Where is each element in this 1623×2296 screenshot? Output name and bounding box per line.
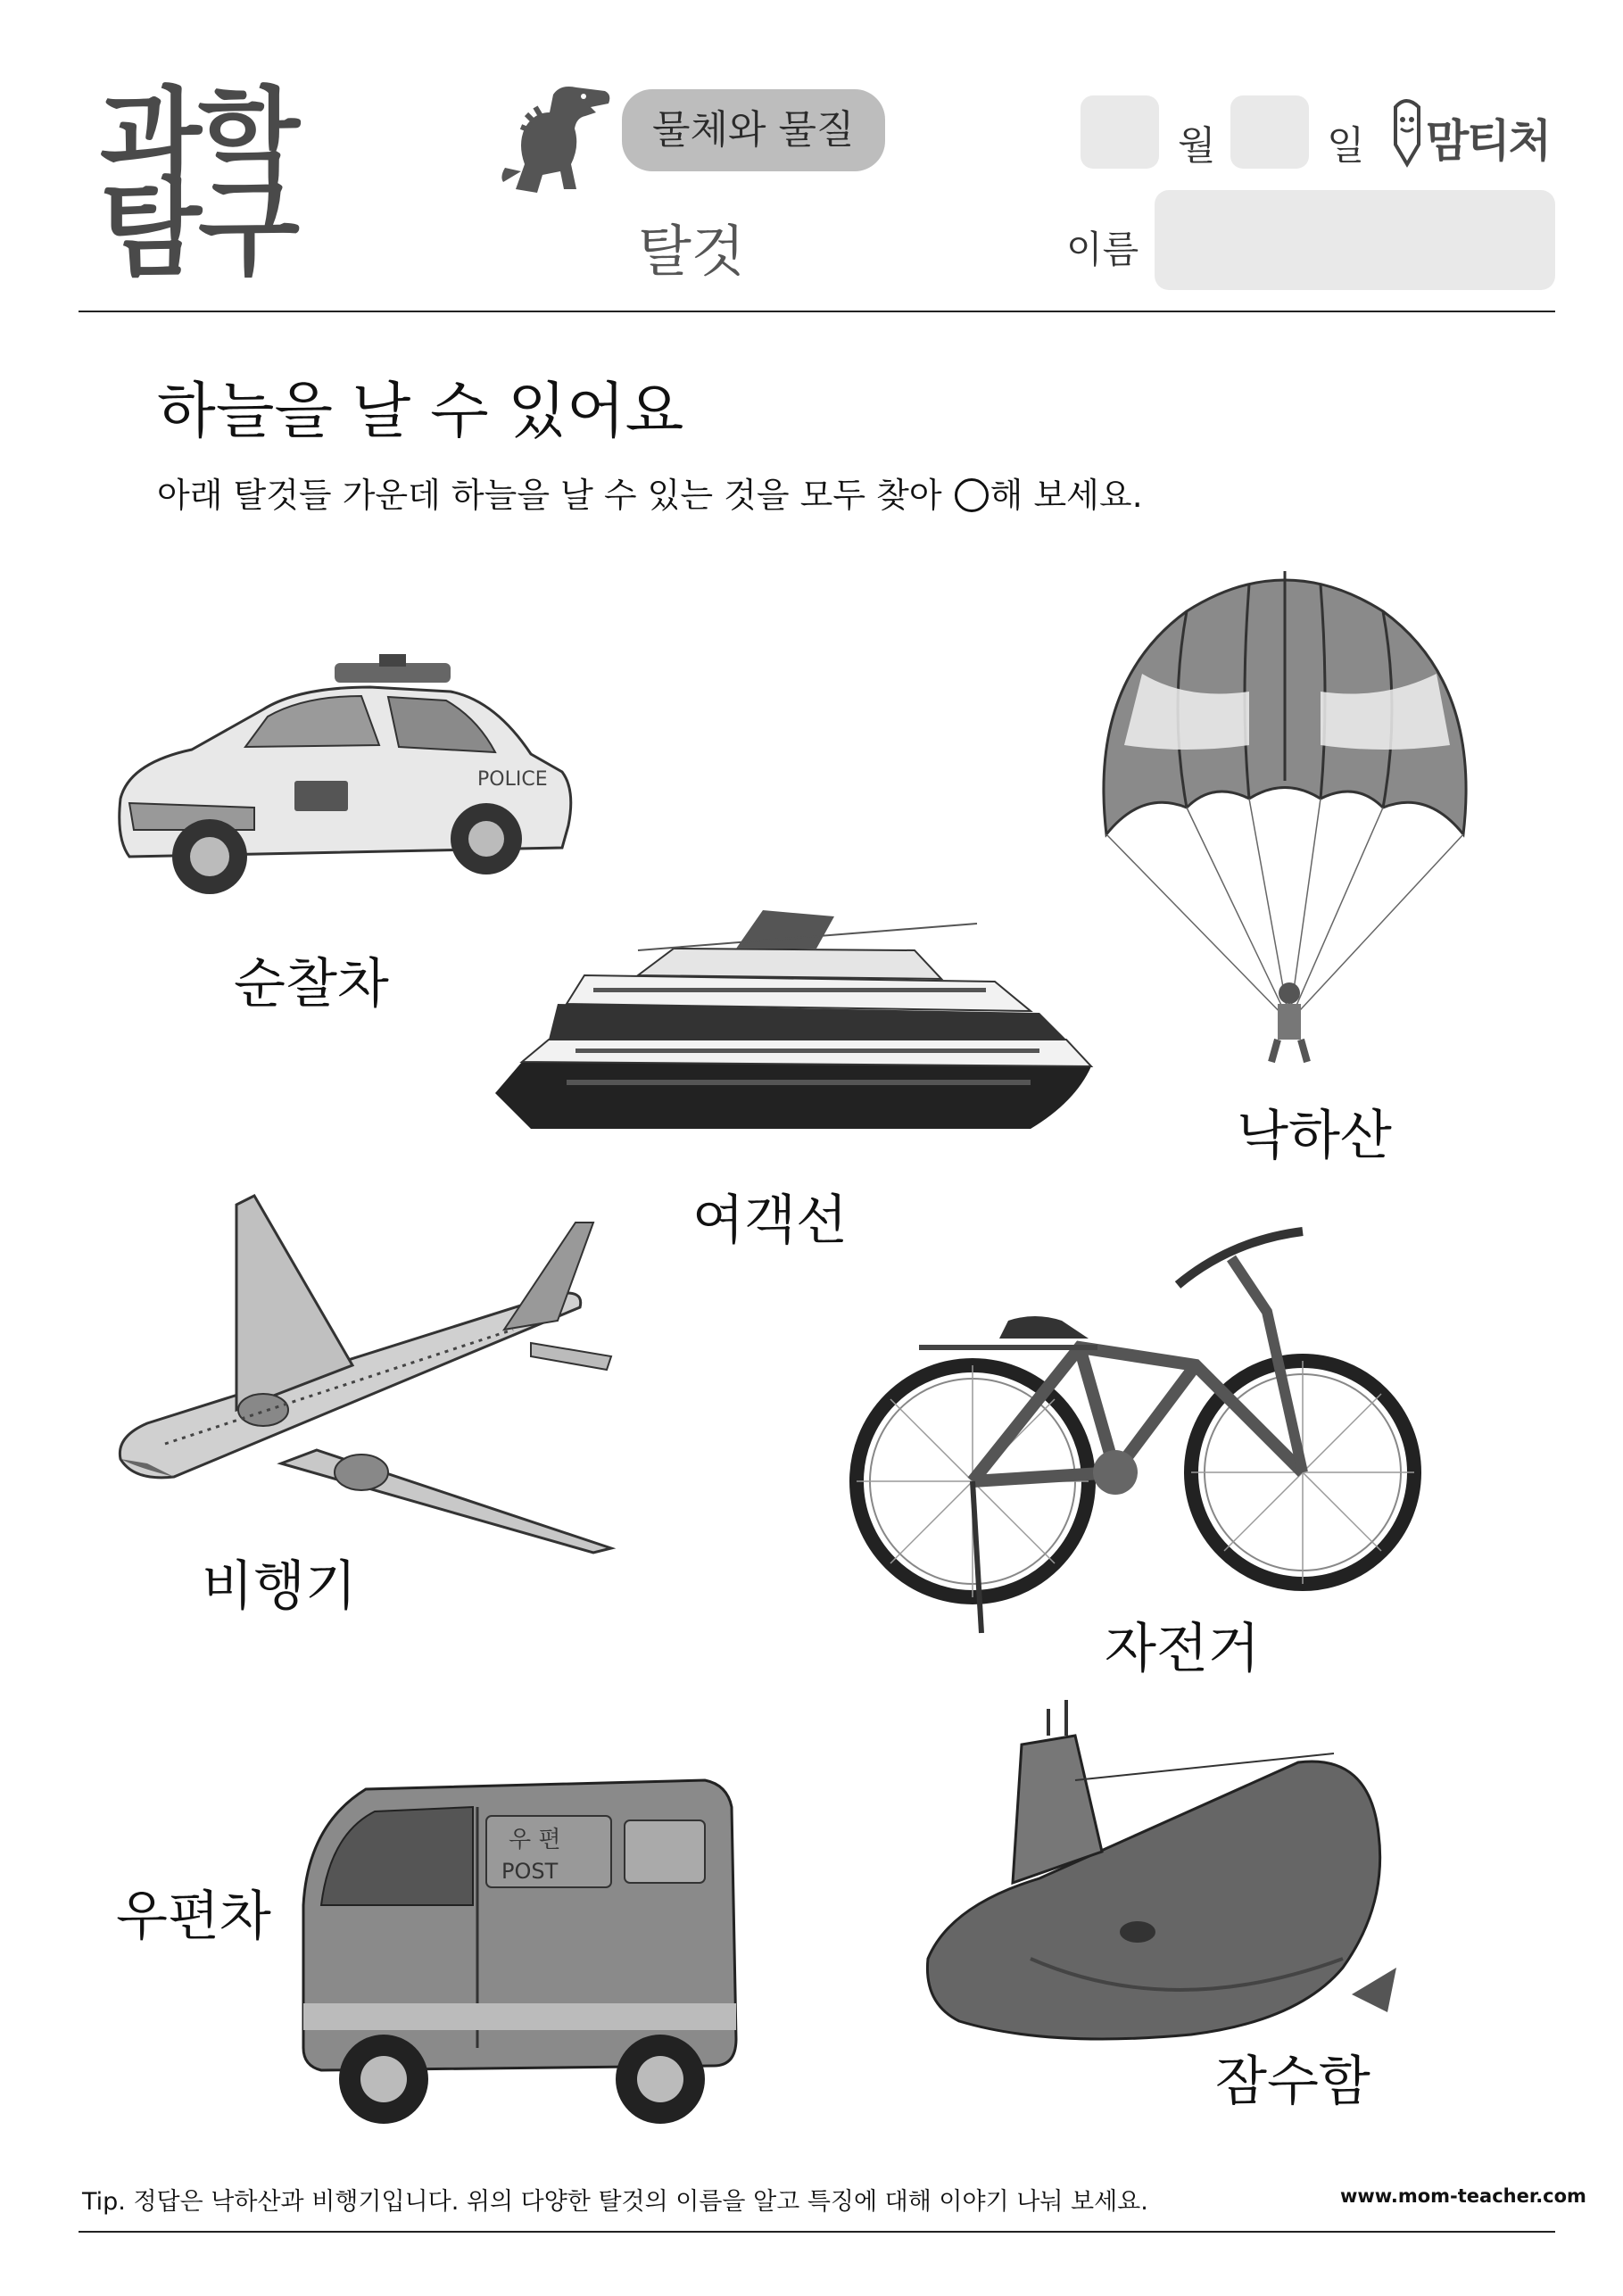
label-airplane: 비행기 xyxy=(202,1555,357,1618)
day-field[interactable] xyxy=(1230,95,1309,169)
name-field[interactable] xyxy=(1155,190,1555,290)
month-field[interactable] xyxy=(1081,95,1159,169)
bicycle-image[interactable] xyxy=(848,1214,1428,1633)
label-cruise-ship: 여객선 xyxy=(692,1189,848,1252)
parachute-image[interactable] xyxy=(1089,567,1481,1066)
name-label: 이름 xyxy=(1066,228,1139,271)
header-divider xyxy=(79,311,1555,312)
page-heading: 하늘을 날 수 있어요 xyxy=(157,377,684,447)
submarine-image[interactable] xyxy=(923,1727,1401,2066)
logo-line-2: 탐구 xyxy=(100,167,296,290)
van-text-postal: 우 편 xyxy=(509,1827,561,1853)
instruction-part-1: 아래 탈것들 가운데 하늘을 날 수 있는 것을 모두 찾아 xyxy=(157,476,953,515)
circle-mark-icon xyxy=(955,478,989,512)
brand-logo: 맘티처 xyxy=(1426,115,1550,167)
cruise-ship-image[interactable] xyxy=(495,906,1093,1142)
pencil-mascot-icon xyxy=(1388,95,1426,166)
dinosaur-icon xyxy=(498,82,616,198)
police-car-text: POLICE xyxy=(477,768,548,791)
day-label: 일 xyxy=(1327,123,1365,169)
footer-divider xyxy=(79,2231,1555,2233)
van-text-post: POST xyxy=(501,1859,559,1884)
instruction-part-2: 해 보세요. xyxy=(990,476,1143,515)
logo-line-1: 과학 xyxy=(100,76,296,199)
label-patrol-car: 순찰차 xyxy=(234,953,389,1015)
website-link[interactable]: www.mom-teacher.com xyxy=(1340,2185,1586,2207)
label-parachute: 낙하산 xyxy=(1237,1105,1392,1167)
tip-text: Tip. 정답은 낙하산과 비행기입니다. 위의 다양한 탈것의 이름을 알고 특징에 대해 이야기 나눠 보세요. xyxy=(82,2188,1148,2216)
airplane-image[interactable] xyxy=(112,1196,620,1553)
police-car-image[interactable] xyxy=(112,647,576,906)
month-label: 월 xyxy=(1178,123,1216,169)
label-bicycle: 자전거 xyxy=(1105,1618,1260,1680)
instruction-text xyxy=(157,468,1143,517)
label-submarine: 잠수함 xyxy=(1215,2051,1370,2113)
label-postal-van: 우편차 xyxy=(116,1886,271,1948)
topic-badge: 물체와 물질 xyxy=(622,89,885,171)
page-subtitle: 탈것 xyxy=(638,219,745,284)
postal-van-image[interactable] xyxy=(294,1771,749,2137)
